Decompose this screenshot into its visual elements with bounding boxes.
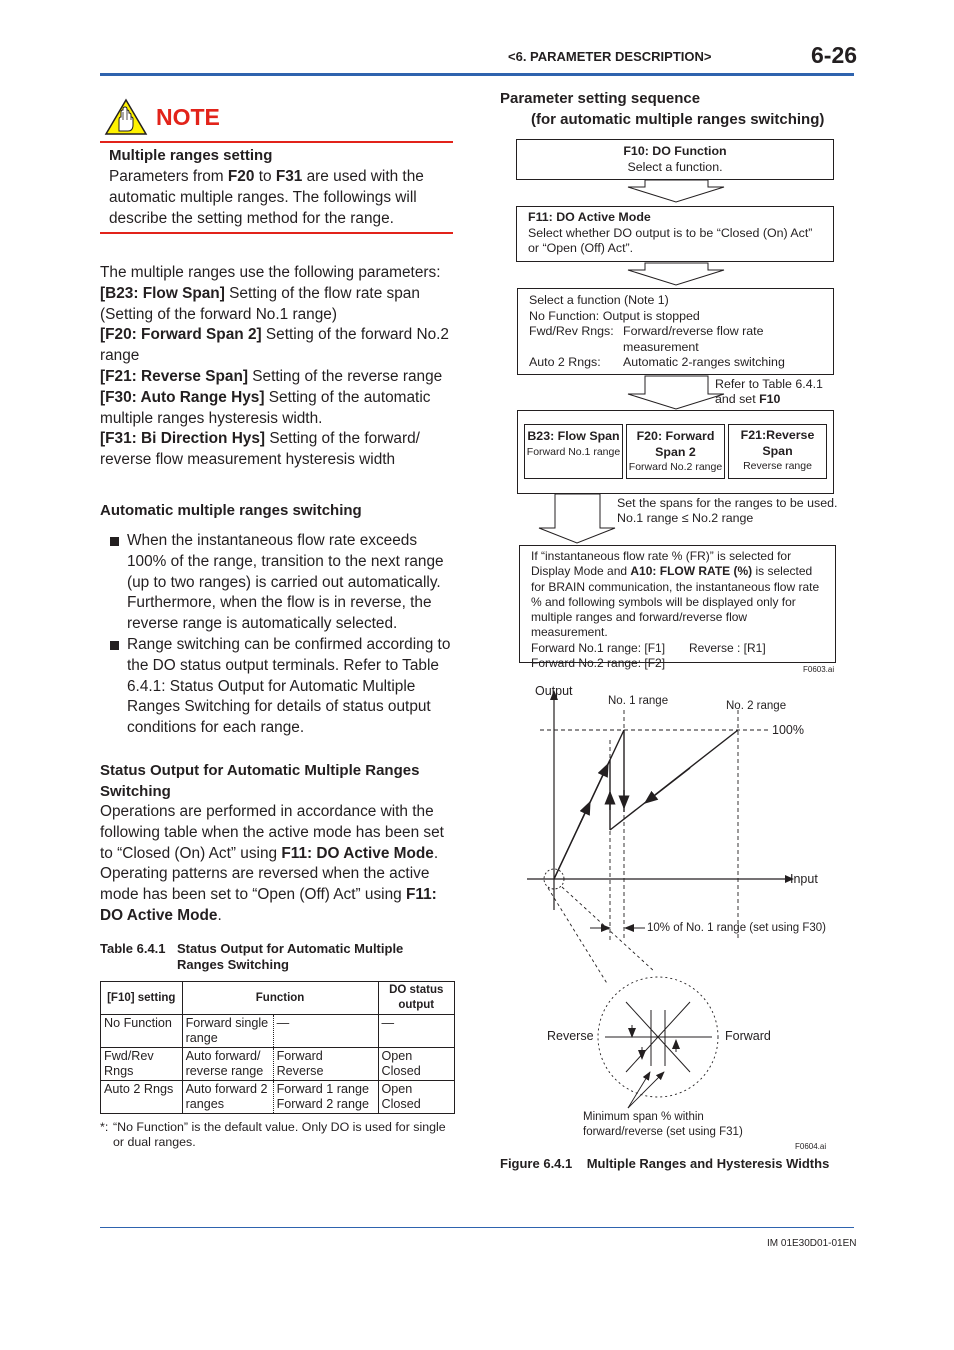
box-f11: F11: DO Active Mode Select whether DO output is to be “Closed (On) Act” or “Open (Off) Act”. bbox=[516, 206, 834, 262]
graph-no2-label: No. 2 range bbox=[726, 700, 787, 712]
header-rule bbox=[100, 73, 854, 76]
params-intro: The multiple ranges use the following parameters: bbox=[100, 264, 441, 281]
note-label: NOTE bbox=[156, 104, 220, 130]
fig-id-1: F0603.ai bbox=[803, 665, 835, 674]
graph-reverse-label: Reverse bbox=[547, 1029, 594, 1043]
th-function: Function bbox=[182, 982, 378, 1015]
graph-no1-label: No. 1 range bbox=[608, 695, 669, 707]
th-output: DO status output bbox=[378, 982, 455, 1015]
status-heading: Status Output for Automatic Multiple Ranges Switching bbox=[100, 762, 420, 800]
figure-caption: Figure 6.4.1 Multiple Ranges and Hysteresis Widths bbox=[500, 1156, 830, 1171]
doc-number: IM 01E30D01-01EN bbox=[767, 1238, 857, 1249]
graph-forward-label: Forward bbox=[725, 1029, 771, 1043]
table-row: Auto 2 Rngs Auto forward 2 ranges Forward 1 range Forward 2 range Open Closed bbox=[101, 1081, 455, 1114]
sequence-title: Parameter setting sequence (for automatic multiple ranges switching) bbox=[500, 90, 825, 128]
table-footnote: *: “No Function” is the default value. Only DO is used for single or dual ranges. bbox=[100, 1120, 446, 1149]
param-b23: [B23: Flow Span] Setting of the flow rate span (Setting of the forward No.1 range) bbox=[100, 284, 420, 323]
th-setting: [F10] setting bbox=[101, 982, 183, 1015]
param-f21: [F21: Reverse Span] Setting of the reverse range bbox=[100, 367, 443, 385]
graph-min-span-label: Minimum span % within forward/reverse (set using F31) bbox=[583, 1111, 743, 1138]
status-text: Operations are performed in accordance with the following table when the active mode has been set to “Closed (On) Act” using F11: DO Active Mode. Operating patterns are reversed when the active mode has been set to “Open (Off) Act” using F11: DO Active Mode. bbox=[100, 803, 444, 924]
graph-output-label: Output bbox=[535, 684, 573, 698]
params-block bbox=[100, 263, 456, 471]
header-section: <6. PARAMETER DESCRIPTION> bbox=[508, 49, 712, 64]
footer-rule bbox=[100, 1227, 854, 1228]
table-caption: Table 6.4.1 Status Output for Automatic Multiple Ranges Switching bbox=[100, 941, 404, 972]
box-display-note: If “instantaneous flow rate % (FR)” is selected for Display Mode and A10: FLOW RATE (%) is selected for BRAIN communication, the instantaneous flow rate % and following symbols will be displayed only for multiple ranges and forward/reverse flow measurement. Forward No.1 range: [F1] Reverse : [R1] Forward No.2 range: [F2] bbox=[519, 545, 836, 663]
status-table bbox=[100, 981, 455, 1114]
param-f31: [F31: Bi Direction Hys] Setting of the forward/ reverse flow measurement hysteresis width bbox=[100, 430, 420, 469]
note-title: Multiple ranges setting bbox=[109, 147, 273, 164]
span-box-f21: F21:Reverse Span Reverse range bbox=[728, 424, 827, 479]
fig-id-2: F0604.ai bbox=[795, 1142, 827, 1151]
table-row: Fwd/Rev Rngs Auto forward/ reverse range Forward Reverse Open Closed bbox=[101, 1048, 455, 1081]
graph-hys-label: 10% of No. 1 range (set using F30) bbox=[647, 922, 826, 934]
auto-bullets bbox=[108, 531, 456, 739]
refer-note: Refer to Table 6.4.1 and set F10 bbox=[715, 377, 823, 406]
note-rule-top bbox=[100, 141, 453, 143]
note-text: Parameters from F20 to F31 are used with the automatic multiple ranges. The followings will describe the setting method for the range. bbox=[109, 168, 424, 227]
graph-100pct-label: 100% bbox=[772, 723, 804, 737]
box-select-function: Select a function (Note 1) No Function: Output is stopped Fwd/Rev Rngs: Forward/reverse flow rate measurement Auto 2 Rngs: Automatic 2-ranges switching bbox=[517, 288, 834, 375]
span-box-f20: F20: Forward Span 2 Forward No.2 range bbox=[626, 424, 725, 479]
graph-input-label: Input bbox=[790, 872, 818, 886]
param-f30: [F30: Auto Range Hys] Setting of the automatic multiple ranges hysteresis width. bbox=[100, 388, 431, 427]
box-f10: F10: DO Function Select a function. bbox=[516, 139, 834, 180]
auto-bullet-2: Range switching can be confirmed according to the DO status output terminals. Refer to Table 6.4.1: Status Output for Automatic Multiple Ranges Switching for details of status output conditions for each range. bbox=[108, 635, 456, 739]
auto-heading: Automatic multiple ranges switching bbox=[100, 502, 362, 519]
auto-bullet-1: When the instantaneous flow rate exceeds 100% of the range, transition to the next range (up to two ranges) is carried out automatically. Furthermore, when the flow is in reverse, the reverse range is automatically selected. bbox=[108, 531, 456, 635]
set-spans-note: Set the spans for the ranges to be used. No.1 range ≤ No.2 range bbox=[617, 496, 838, 525]
param-f20: [F20: Forward Span 2] Setting of the forward No.2 range bbox=[100, 326, 449, 365]
note-rule-bottom bbox=[100, 232, 453, 234]
hysteresis-graph bbox=[500, 680, 854, 1150]
warning-hand-icon bbox=[104, 98, 148, 136]
page-number: 6-26 bbox=[811, 42, 858, 68]
span-box-b23: B23: Flow Span Forward No.1 range bbox=[524, 424, 623, 479]
table-row: No Function Forward single range — — bbox=[101, 1015, 455, 1048]
